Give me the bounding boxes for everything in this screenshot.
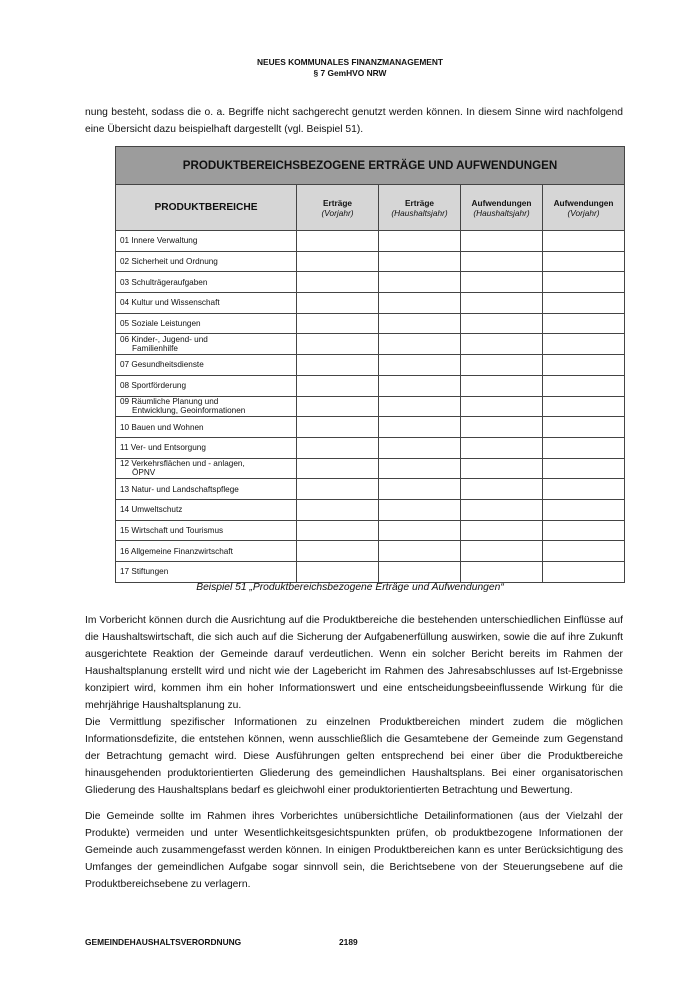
table-row	[116, 313, 625, 334]
amount-cell	[379, 458, 461, 479]
amount-cell	[297, 251, 379, 272]
amount-cell	[461, 355, 543, 376]
amount-cell	[543, 541, 625, 562]
amount-cell	[379, 313, 461, 334]
amount-cell	[297, 396, 379, 417]
amount-cell	[379, 272, 461, 293]
table-row	[116, 375, 625, 396]
product-area-cell	[116, 334, 297, 355]
product-area-label: 11 Ver- und Entsorgung	[120, 443, 206, 453]
amount-cell	[543, 562, 625, 583]
amount-cell	[461, 293, 543, 314]
product-area-label: 02 Sicherheit und Ordnung	[120, 257, 218, 267]
product-area-label: 04 Kultur und Wissenschaft	[120, 298, 220, 308]
body-paragraph-3: Die Gemeinde sollte im Rahmen ihres Vorberichtes unübersichtliche Detailinformationen (aus der Vielzahl der Produkte) vermeiden und unter Wesentlichkeitsgesichtspunkten prüfen, ob produktbezogene Informationen der Gemeinde auch zusammengefasst werden können. In einigen Produktbereichen kann es unter Berücksichtigung des Umfanges der gemeindlichen Aufgabe sogar sinnvoll sein, die Berichtsebene von der Steuerungsebene auf die Produktbereichsebene zu verlagern.	[85, 811, 623, 891]
amount-cell	[543, 231, 625, 252]
table-row	[116, 293, 625, 314]
product-area-cell	[116, 437, 297, 458]
product-area-label: 14 Umweltschutz	[120, 505, 183, 515]
column-header-2	[379, 185, 461, 231]
amount-cell	[543, 375, 625, 396]
column-header-1	[297, 185, 379, 231]
product-area-cell	[116, 313, 297, 334]
body-paragraph-1: Im Vorbericht können durch die Ausrichtung auf die Produktbereiche die bestehenden unterschiedlichen Einflüsse auf die Haushaltswirtschaft, die sich auch auf die Sicherung der Aufgabenerfüllung auswirken, sowie die auf ihre Zukunft ausgerichtete Reaktion der Gemeinde darauf verdeutlichen. Wenn ein solcher Bericht bereits im Rahmen der Haushaltsplanung erstellt wird und nicht wie der Lagebericht im Rahmen des Jahresabschlusses auf Ist-Ergebnisse konzipiert wird, kommen ihm ein hoher Informationswert und eine entscheidungsbeeinflussende Wirkung für die mehrjährige Haushaltsplanung zu.	[85, 615, 623, 712]
column-header-sublabel: (Vorjahr)	[567, 207, 600, 218]
amount-cell	[543, 334, 625, 355]
amount-cell	[297, 313, 379, 334]
amount-cell	[461, 479, 543, 500]
product-area-cell	[116, 520, 297, 541]
amount-cell	[379, 541, 461, 562]
amount-cell	[461, 375, 543, 396]
amount-cell	[543, 458, 625, 479]
product-area-label: 17 Stiftungen	[120, 567, 169, 577]
body-paragraph-2: Die Vermittlung spezifischer Informationen zu einzelnen Produktbereichen mindert zudem die möglichen Informationsdefizite, die entstehen können, wenn ausschließlich die Gesamtebene der Gemeinde zum Gegenstand der Betrachtung gemacht wird. Diese Ausführungen gelten entsprechend bei einer über die Produktbereiche hinausgehenden produktorientierten Gliederung des gemeindlichen Haushaltsplans. Bei einer organisatorischen Gliederung des Haushaltsplans bedarf es gleichwohl einer produktorientierten Betrachtung und Bewertung.	[85, 717, 623, 797]
table-row	[116, 334, 625, 355]
amount-cell	[543, 417, 625, 438]
amount-cell	[379, 293, 461, 314]
amount-cell	[461, 313, 543, 334]
product-area-cell	[116, 562, 297, 583]
amount-cell	[297, 562, 379, 583]
amount-cell	[461, 334, 543, 355]
product-area-label: 13 Natur- und Landschaftspflege	[120, 484, 239, 494]
amount-cell	[543, 293, 625, 314]
column-header-sublabel: (Haushaltsjahr)	[391, 207, 448, 218]
product-area-cell	[116, 479, 297, 500]
amount-cell	[461, 458, 543, 479]
product-areas-table	[115, 146, 625, 583]
amount-cell	[461, 541, 543, 562]
column-header-label: Erträge	[404, 197, 435, 208]
column-header-produktbereiche	[116, 185, 297, 231]
amount-cell	[379, 355, 461, 376]
table-row	[116, 272, 625, 293]
table-header-row	[116, 185, 625, 231]
product-area-label: 10 Bauen und Wohnen	[120, 422, 204, 432]
running-header	[0, 57, 700, 79]
product-area-label-continued: ÖPNV	[132, 468, 156, 478]
amount-cell	[379, 231, 461, 252]
amount-cell	[543, 355, 625, 376]
amount-cell	[297, 417, 379, 438]
product-area-label: 09 Räumliche Planung und	[120, 397, 219, 407]
column-header-label: PRODUKTBEREICHE	[154, 201, 258, 213]
amount-cell	[461, 272, 543, 293]
amount-cell	[297, 272, 379, 293]
product-area-cell	[116, 458, 297, 479]
product-area-cell	[116, 231, 297, 252]
table-row	[116, 499, 625, 520]
column-header-3	[461, 185, 543, 231]
amount-cell	[297, 231, 379, 252]
column-header-4	[543, 185, 625, 231]
amount-cell	[543, 479, 625, 500]
amount-cell	[297, 355, 379, 376]
amount-cell	[297, 458, 379, 479]
table-row	[116, 520, 625, 541]
table-title: PRODUKTBEREICHSBEZOGENE ERTRÄGE UND AUFWENDUNGEN	[116, 147, 625, 185]
amount-cell	[379, 417, 461, 438]
product-area-label: 06 Kinder-, Jugend- und	[120, 335, 208, 345]
amount-cell	[461, 417, 543, 438]
product-area-label-continued: Entwicklung, Geoinformationen	[132, 406, 246, 416]
amount-cell	[543, 272, 625, 293]
amount-cell	[461, 520, 543, 541]
product-area-cell	[116, 355, 297, 376]
table-row	[116, 541, 625, 562]
product-area-label: 03 Schulträgeraufgaben	[120, 277, 208, 287]
table-row	[116, 251, 625, 272]
footer-title: GEMEINDEHAUSHALTSVERORDNUNG	[85, 937, 242, 947]
product-area-label: 01 Innere Verwaltung	[120, 236, 198, 246]
amount-cell	[297, 499, 379, 520]
amount-cell	[297, 520, 379, 541]
product-area-label: 05 Soziale Leistungen	[120, 319, 201, 329]
table-body	[116, 231, 625, 583]
amount-cell	[379, 562, 461, 583]
product-area-label-continued: Familienhilfe	[132, 344, 178, 354]
amount-cell	[461, 437, 543, 458]
page-number: 2189	[339, 937, 358, 947]
column-header-sublabel: (Haushaltsjahr)	[473, 207, 530, 218]
amount-cell	[379, 396, 461, 417]
product-area-cell	[116, 541, 297, 562]
header-line-1: NEUES KOMMUNALES FINANZMANAGEMENT	[256, 57, 444, 67]
amount-cell	[461, 251, 543, 272]
amount-cell	[379, 520, 461, 541]
product-area-cell	[116, 417, 297, 438]
intro-paragraph: nung besteht, sodass die o. a. Begriffe nicht sachgerecht genutzt werden können. In diesem Sinne wird nachfolgend eine Übersicht dazu beispielhaft dargestellt (vgl. Beispiel 51).	[85, 107, 623, 135]
product-area-label: 07 Gesundheitsdienste	[120, 360, 204, 370]
amount-cell	[543, 437, 625, 458]
amount-cell	[379, 334, 461, 355]
amount-cell	[543, 251, 625, 272]
product-area-label: 12 Verkehrsflächen und - anlagen,	[120, 459, 245, 469]
table-caption: Beispiel 51 „Produktbereichsbezogene Erträge und Aufwendungen“	[196, 582, 504, 593]
product-area-cell	[116, 293, 297, 314]
table-row	[116, 396, 625, 417]
amount-cell	[461, 562, 543, 583]
product-area-cell	[116, 272, 297, 293]
amount-cell	[379, 499, 461, 520]
product-area-label: 15 Wirtschaft und Tourismus	[120, 525, 224, 535]
table-row	[116, 231, 625, 252]
product-area-cell	[116, 251, 297, 272]
amount-cell	[297, 334, 379, 355]
table-row	[116, 417, 625, 438]
column-header-sublabel: (Vorjahr)	[321, 207, 354, 218]
amount-cell	[379, 251, 461, 272]
table-row	[116, 437, 625, 458]
amount-cell	[297, 479, 379, 500]
product-area-cell	[116, 396, 297, 417]
table-row	[116, 458, 625, 479]
amount-cell	[297, 375, 379, 396]
amount-cell	[543, 313, 625, 334]
table-row	[116, 355, 625, 376]
amount-cell	[461, 231, 543, 252]
amount-cell	[379, 375, 461, 396]
product-area-label: 08 Sportförderung	[120, 381, 186, 391]
amount-cell	[543, 396, 625, 417]
column-header-label: Aufwendungen	[471, 197, 532, 208]
column-header-label: Erträge	[322, 197, 353, 208]
amount-cell	[297, 293, 379, 314]
header-line-2: § 7 GemHVO NRW	[313, 68, 387, 78]
amount-cell	[297, 541, 379, 562]
amount-cell	[461, 396, 543, 417]
amount-cell	[543, 499, 625, 520]
column-header-label: Aufwendungen	[553, 197, 614, 208]
amount-cell	[297, 437, 379, 458]
table-row	[116, 562, 625, 583]
amount-cell	[379, 479, 461, 500]
table-row	[116, 479, 625, 500]
amount-cell	[543, 520, 625, 541]
product-area-cell	[116, 375, 297, 396]
amount-cell	[379, 437, 461, 458]
product-area-label: 16 Allgemeine Finanzwirtschaft	[120, 546, 233, 556]
product-area-cell	[116, 499, 297, 520]
amount-cell	[461, 499, 543, 520]
